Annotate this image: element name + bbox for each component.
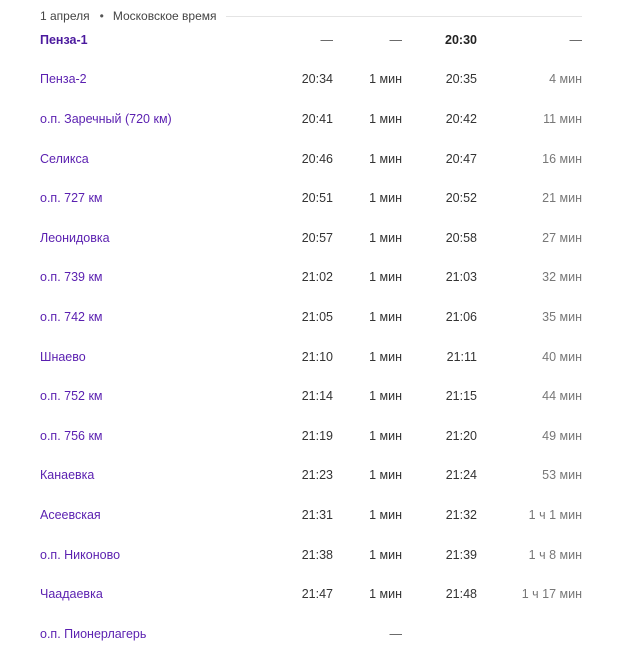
arrival-time: 21:05 (301, 309, 333, 324)
header-divider (226, 16, 582, 17)
stop-duration: 1 мин (369, 547, 402, 562)
stop-duration: 1 мин (369, 587, 402, 602)
departure-time: 20:52 (445, 191, 477, 206)
stop-duration: 1 мин (369, 270, 402, 285)
arrival-time: 20:51 (301, 191, 333, 206)
departure-time: 20:35 (445, 72, 477, 87)
travel-time: 44 мин (542, 389, 582, 404)
travel-time: 16 мин (542, 151, 582, 166)
station-link[interactable]: о.п. 756 км (40, 428, 103, 443)
stop-duration: — (389, 626, 402, 641)
travel-time: 4 мин (549, 72, 582, 87)
header-separator: • (99, 9, 104, 23)
stop-row (0, 574, 634, 614)
departure-time: 21:39 (445, 547, 477, 562)
stop-duration: 1 мин (369, 507, 402, 522)
arrival-time: 20:57 (301, 230, 333, 245)
stop-duration: 1 мин (369, 309, 402, 324)
stop-duration: 1 мин (369, 428, 402, 443)
station-link[interactable]: о.п. 742 км (40, 309, 103, 324)
station-link[interactable]: о.п. 752 км (40, 389, 103, 404)
stop-row (0, 139, 634, 179)
departure-time: 21:11 (446, 349, 477, 364)
arrival-time: 21:31 (301, 507, 333, 522)
station-link[interactable]: Селикса (40, 151, 89, 166)
stop-row (0, 376, 634, 416)
stop-row (0, 614, 634, 654)
station-link[interactable]: Пенза-2 (40, 72, 87, 87)
travel-time: 1 ч 1 мин (528, 507, 582, 522)
stop-row (0, 337, 634, 377)
departure-time: 21:24 (445, 468, 477, 483)
arrival-time: 20:46 (301, 151, 333, 166)
travel-time: 1 ч 8 мин (528, 547, 582, 562)
stop-row (0, 456, 634, 496)
stop-duration: 1 мин (369, 468, 402, 483)
departure-time: 21:20 (445, 428, 477, 443)
arrival-time: — (320, 32, 333, 47)
stop-duration: 1 мин (369, 230, 402, 245)
stop-row (0, 258, 634, 298)
stop-duration: 1 мин (369, 72, 402, 87)
station-link[interactable]: Канаевка (40, 468, 95, 483)
station-link[interactable]: о.п. Заречный (720 км) (40, 111, 172, 126)
arrival-time: 20:41 (301, 111, 333, 126)
departure-time: 21:15 (445, 389, 477, 404)
departure-time: 20:30 (445, 32, 477, 47)
travel-time: 21 мин (542, 191, 582, 206)
stop-row (0, 535, 634, 575)
station-link[interactable]: о.п. Никоново (40, 547, 121, 562)
timezone-label: Московское время (112, 9, 217, 23)
travel-time: 27 мин (542, 230, 582, 245)
travel-time: — (569, 32, 582, 47)
travel-time: 35 мин (542, 309, 582, 324)
stops-list (0, 20, 634, 654)
arrival-time: 21:38 (301, 547, 333, 562)
stop-duration: 1 мин (369, 191, 402, 206)
station-link[interactable]: о.п. Пионерлагерь (40, 626, 147, 641)
travel-time: 11 мин (543, 111, 582, 126)
departure-time: 20:58 (445, 230, 477, 245)
departure-time: 21:32 (445, 507, 477, 522)
stop-duration: 1 мин (369, 111, 402, 126)
arrival-time: 21:47 (301, 587, 333, 602)
station-link[interactable]: Шнаево (40, 349, 86, 364)
station-link[interactable]: о.п. 727 км (40, 191, 103, 206)
travel-time: 1 ч 17 мин (521, 587, 582, 602)
travel-time: 40 мин (542, 349, 582, 364)
schedule-date: 1 апреля (40, 9, 90, 23)
stop-row (0, 60, 634, 100)
station-link[interactable]: Леонидовка (40, 230, 110, 245)
departure-time: 20:47 (445, 151, 477, 166)
station-link[interactable]: Пенза-1 (40, 32, 88, 47)
station-link[interactable]: Чаадаевка (40, 587, 103, 602)
arrival-time: 21:02 (301, 270, 333, 285)
arrival-time: 21:23 (301, 468, 333, 483)
arrival-time: 20:34 (301, 72, 333, 87)
departure-time: 20:42 (445, 111, 477, 126)
arrival-time: 21:14 (301, 389, 333, 404)
stop-row (0, 297, 634, 337)
stop-duration: 1 мин (369, 389, 402, 404)
stop-duration: 1 мин (369, 349, 402, 364)
travel-time: 32 мин (542, 270, 582, 285)
arrival-time: 21:19 (301, 428, 333, 443)
stop-row (0, 178, 634, 218)
stop-duration: 1 мин (369, 151, 402, 166)
stop-row (0, 218, 634, 258)
stop-row (0, 20, 634, 60)
station-link[interactable]: о.п. 739 км (40, 270, 103, 285)
arrival-time: 21:10 (301, 349, 333, 364)
stop-duration: — (389, 32, 402, 47)
station-link[interactable]: Асеевская (40, 507, 101, 522)
stop-row (0, 495, 634, 535)
departure-time: 21:48 (445, 587, 477, 602)
departure-time: 21:06 (445, 309, 477, 324)
travel-time: 53 мин (542, 468, 582, 483)
departure-time: 21:03 (445, 270, 477, 285)
travel-time: 49 мин (542, 428, 582, 443)
stop-row (0, 416, 634, 456)
stop-row (0, 99, 634, 139)
